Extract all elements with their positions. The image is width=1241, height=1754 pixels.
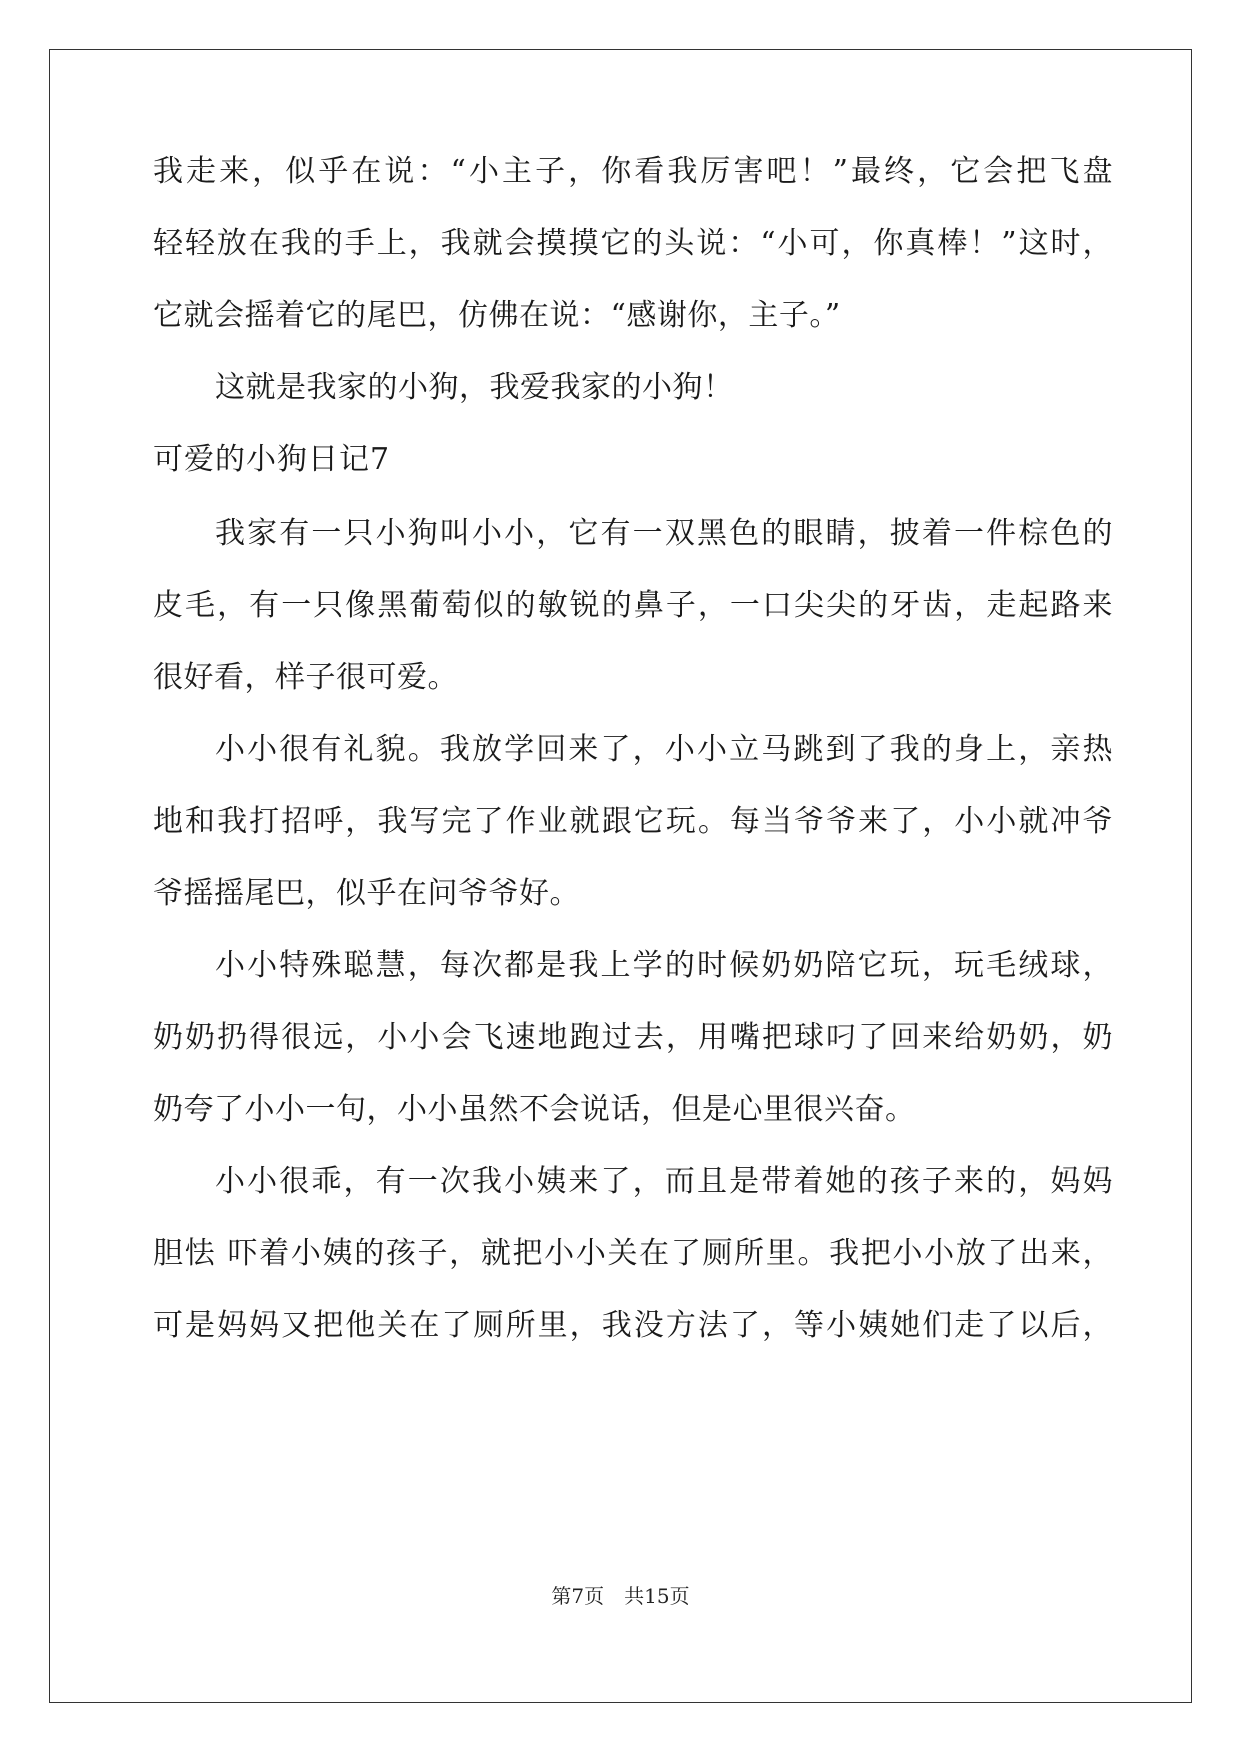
body-line-10: 地和我打招呼，我写完了作业就跟它玩。每当爷爷来了，小小就冲爷 xyxy=(153,804,1113,839)
body-line-8: 很好看，样子很可爱。 xyxy=(153,660,458,695)
body-line-13: 奶奶扔得很远，小小会飞速地跑过去，用嘴把球叼了回来给奶奶，奶 xyxy=(153,1020,1113,1055)
body-line-14: 奶夸了小小一句，小小虽然不会说话，但是心里很兴奋。 xyxy=(153,1092,916,1127)
body-line-11: 爷摇摇尾巴，似乎在问爷爷好。 xyxy=(153,876,580,911)
body-line-7: 皮毛，有一只像黑葡萄似的敏锐的鼻子，一口尖尖的牙齿，走起路来 xyxy=(153,588,1113,623)
body-line-1: 我走来，似乎在说：“小主子，你看我厉害吧！”最终，它会把飞盘 xyxy=(153,154,1113,189)
body-line-16: 胆怯 吓着小姨的孩子，就把小小关在了厕所里。我把小小放了出来， xyxy=(153,1236,1113,1271)
page-footer xyxy=(0,1583,1241,1609)
page-total: 共15页 xyxy=(624,1584,690,1608)
body-line-12: 小小特殊聪慧，每次都是我上学的时候奶奶陪它玩，玩毛绒球， xyxy=(215,948,1113,983)
body-line-15: 小小很乖，有一次我小姨来了，而且是带着她的孩子来的，妈妈 xyxy=(215,1164,1113,1199)
page-number: 第7页 xyxy=(551,1584,605,1608)
body-line-4: 这就是我家的小狗，我爱我家的小狗！ xyxy=(215,370,734,405)
body-line-6: 我家有一只小狗叫小小，它有一双黑色的眼睛，披着一件棕色的 xyxy=(215,516,1113,551)
body-line-17: 可是妈妈又把他关在了厕所里，我没方法了，等小姨她们走了以后， xyxy=(153,1308,1113,1343)
body-line-2: 轻轻放在我的手上，我就会摸摸它的头说：“小可，你真棒！”这时， xyxy=(153,226,1113,261)
section-heading: 可爱的小狗日记7 xyxy=(153,442,391,477)
body-line-3: 它就会摇着它的尾巴，仿佛在说：“感谢你，主子。” xyxy=(153,298,841,333)
body-line-9: 小小很有礼貌。我放学回来了，小小立马跳到了我的身上，亲热 xyxy=(215,732,1113,767)
